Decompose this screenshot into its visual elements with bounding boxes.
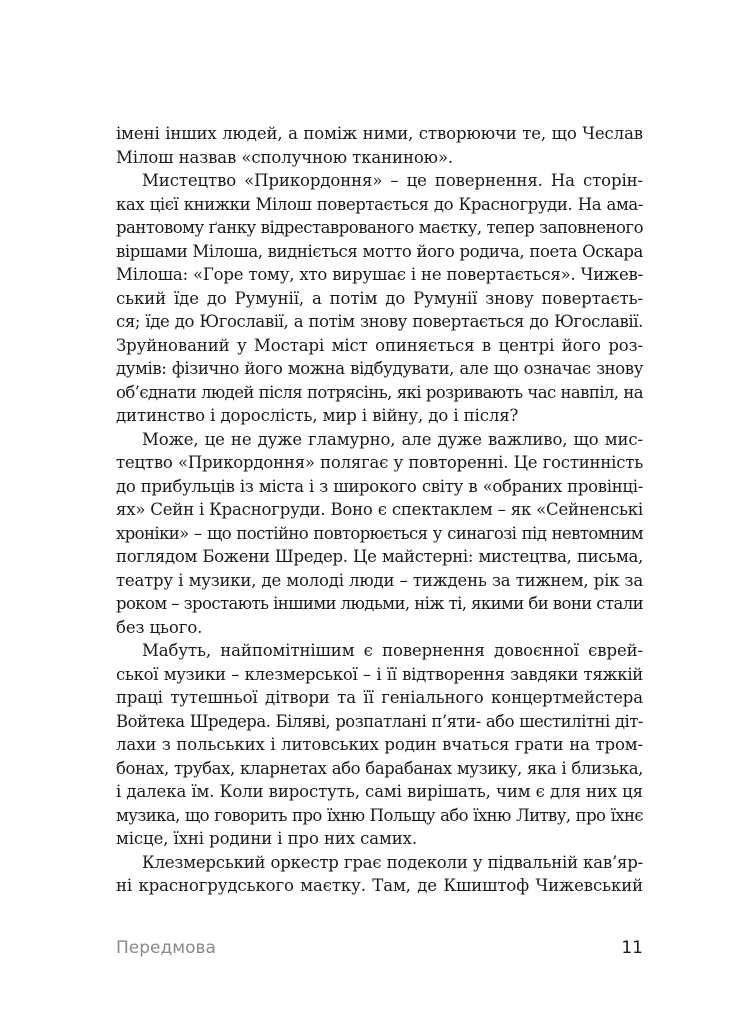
text-line: об’єднати людей після потрясінь, які розривають час навпіл, на	[116, 382, 643, 402]
text-line: Зруйнований у Мостарі міст опиняється в центрі його роз-	[116, 335, 643, 355]
page-number: 11	[621, 938, 643, 958]
text-line: ні красногрудського маєтку. Там, де Кшиштоф Чижевський	[116, 876, 643, 895]
running-head: Передмова	[116, 938, 216, 958]
text-line: місце, їхні родини і про них самих.	[116, 829, 417, 848]
page-body	[116, 122, 643, 898]
text-line: імені інших людей, а поміж ними, створюючи те, що Чеслав	[116, 124, 643, 143]
text-line: ях» Сейн і Красногруди. Воно є спектаклем – як «Сейненські	[116, 500, 643, 519]
text-line: театру і музики, де молоді люди – тиждень за тижнем, рік за	[116, 570, 643, 590]
text-line: хроніки» – що постійно повторюється у синагозі під невтомним	[116, 523, 643, 543]
text-line: ської музики – клезмерської – і її відтворення завдяки тяжкій	[116, 664, 643, 684]
text-line: тецтво «Прикордоння» полягає у повторенні. Це гостинність	[116, 453, 643, 472]
text-line: думів: фізично його можна відбудувати, але що означає знову	[116, 359, 643, 378]
text-line: ках цієї книжки Мілош повертається до Красногруди. На ама-	[116, 194, 643, 214]
text-line: Клезмерський оркестр грає подеколи у підвальній кав’яр-	[142, 852, 643, 872]
text-line: Може, це не дуже гламурно, але дуже важливо, що мис-	[142, 429, 643, 449]
text-line: лахи з польських і литовських родин вчаться грати на тром-	[116, 735, 643, 754]
text-line: до прибульців із міста і з широкого світу в «обраних провінці-	[116, 476, 643, 496]
text-line: Мілоша: «Горе тому, хто вирушає і не повертається». Чижев-	[116, 265, 643, 284]
text-line: рантовому ґанку відреставрованого маєтку, тепер заповненого	[116, 218, 643, 237]
text-line: Мілош назвав «сполучною тканиною».	[116, 147, 454, 167]
page-footer	[116, 938, 643, 964]
text-line: Войтека Шредера. Біляві, розпатлані п’яти- або шестилітні діт-	[116, 711, 643, 731]
text-line: і далека їм. Коли виростуть, самі вирішать, чим є для них ця	[116, 782, 643, 801]
text-line: Мистецтво «Прикордоння» – це повернення. На сторін-	[142, 171, 643, 190]
text-line: без цього.	[116, 617, 203, 637]
text-line: роком – зростають іншими людьми, ніж ті, якими би вони стали	[116, 594, 643, 613]
text-line: дитинство і дорослість, мир і війну, до і після?	[116, 406, 519, 425]
text-line: бонах, трубах, кларнетах або барабанах музику, яка і близька,	[116, 758, 643, 778]
text-line: музика, що говорить про їхню Польщу або їхню Литву, про їхнє	[116, 805, 643, 825]
text-line: віршами Мілоша, видніється мотто його родича, поета Оскара	[116, 241, 643, 261]
text-line: ся; їде до Югославії, а потім знову повертається до Югославії.	[116, 312, 643, 331]
text-line: праці тутешньої дітвори та її геніального концертмейстера	[116, 688, 643, 707]
text-line: ський їде до Румунії, а потім до Румунії знову повертаєть-	[116, 288, 643, 308]
text-line: поглядом Божени Шредер. Це майстерні: мистецтва, письма,	[116, 547, 643, 566]
text-line: Мабуть, найпомітнішим є повернення довоєнної єврей-	[142, 641, 643, 660]
